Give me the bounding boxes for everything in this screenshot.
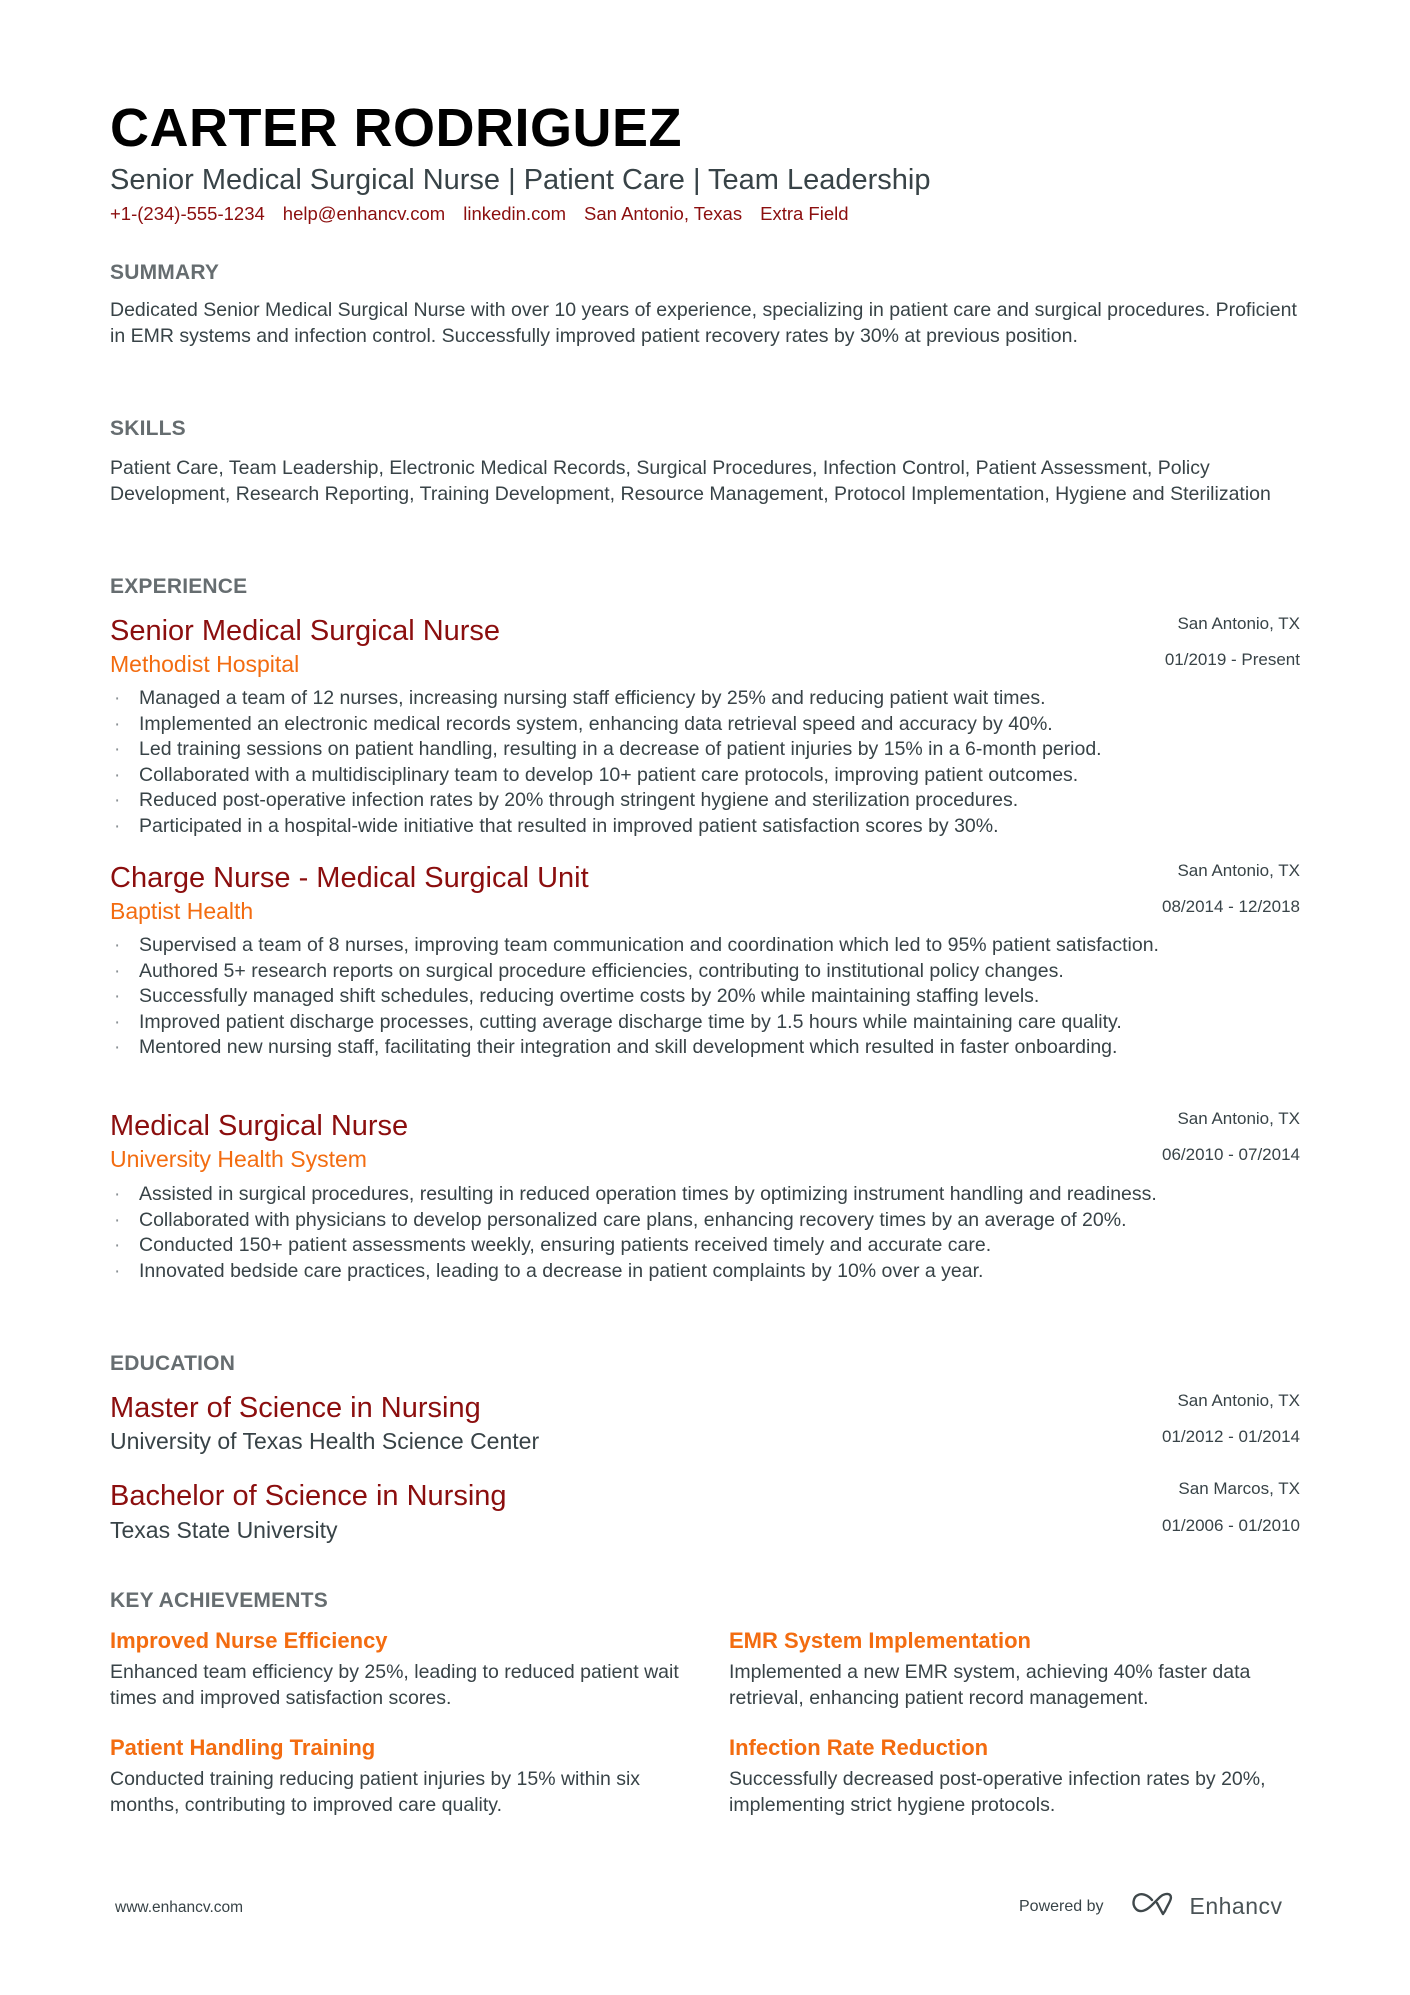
job-company: Baptist Health: [110, 898, 254, 924]
job-bullet: · Reduced post-operative infection rates by 20% through stringent hygiene and sterilization procedures.: [110, 788, 1310, 814]
job-bullet: · Collaborated with physicians to develop personalized care plans, enhancing recovery times by an average of 20%.: [110, 1208, 1310, 1234]
job-bullet: · Collaborated with a multidisciplinary team to develop 10+ patient care protocols, improving patient outcomes.: [110, 763, 1310, 789]
job-title: Senior Medical Surgical Nurse: [110, 615, 501, 647]
job-company: University Health System: [110, 1146, 367, 1172]
candidate-name: CARTER RODRIGUEZ: [110, 98, 682, 158]
achievement-description: Implemented a new EMR system, achieving 40% faster data retrieval, enhancing patient record management.: [729, 1661, 1251, 1709]
job-bullet: · Supervised a team of 8 nurses, improving team communication and coordination which led to 95% patient satisfaction.: [110, 933, 1310, 959]
achievement-title: EMR System Implementation: [729, 1628, 1031, 1653]
enhancv-brand[interactable]: [1130, 1891, 1283, 1922]
achievement-title: Infection Rate Reduction: [729, 1735, 989, 1760]
job-bullet: · Mentored new nursing staff, facilitating their integration and skill development which resulted in faster onboarding.: [110, 1035, 1310, 1061]
powered-by-label: Powered by: [1019, 1897, 1104, 1915]
achievement-item: [729, 1627, 1319, 1711]
footer-website-link[interactable]: www.enhancv.com: [115, 1899, 244, 1916]
contact-email[interactable]: help@enhancv.com: [282, 203, 446, 224]
enhancv-logo-icon: [1130, 1891, 1178, 1922]
education-school: Texas State University: [110, 1517, 338, 1543]
job-location: San Antonio, TX: [1177, 614, 1300, 633]
job-bullet: · Assisted in surgical procedures, resulting in reduced operation times by optimizing instrument handling and readiness.: [110, 1182, 1310, 1208]
achievement-item: [729, 1734, 1319, 1818]
job-bullets: [110, 686, 1310, 840]
section-title-key-achievements: KEY ACHIEVEMENTS: [110, 1589, 328, 1612]
job-bullet: · Implemented an electronic medical records system, enhancing data retrieval speed and accuracy by 40%.: [110, 712, 1310, 738]
education-dates: 01/2006 - 01/2010: [1161, 1516, 1300, 1535]
job-bullet: · Conducted 150+ patient assessments weekly, ensuring patients received timely and accurate care.: [110, 1233, 1310, 1259]
job-bullet: · Authored 5+ research reports on surgical procedure efficiencies, contributing to institutional policy changes.: [110, 959, 1310, 985]
achievement-item: [110, 1627, 700, 1711]
contact-info: [110, 202, 849, 226]
job-company: Methodist Hospital: [110, 651, 300, 677]
job-title: Charge Nurse - Medical Surgical Unit: [110, 862, 589, 894]
achievement-description: Successfully decreased post-operative infection rates by 20%, implementing strict hygiene protocols.: [729, 1768, 1266, 1816]
job-title: Medical Surgical Nurse: [110, 1110, 409, 1142]
section-title-summary: SUMMARY: [110, 261, 220, 284]
contact-extra-field: Extra Field: [760, 203, 849, 224]
job-bullet: · Participated in a hospital-wide initiative that resulted in improved patient satisfaction scores by 30%.: [110, 814, 1310, 840]
job-dates: 08/2014 - 12/2018: [1161, 897, 1300, 916]
education-location: San Marcos, TX: [1178, 1479, 1300, 1498]
footer-powered-by: [1019, 1891, 1283, 1922]
contact-location: San Antonio, Texas: [584, 203, 743, 224]
job-bullet: · Innovated bedside care practices, leading to a decrease in patient complaints by 10% over a year.: [110, 1259, 1310, 1285]
job-bullets: [110, 1182, 1310, 1284]
contact-linkedin[interactable]: linkedin.com: [463, 203, 567, 224]
job-bullets: [110, 933, 1310, 1061]
section-title-skills: SKILLS: [110, 417, 186, 440]
job-bullet: · Managed a team of 12 nurses, increasing nursing staff efficiency by 25% and reducing patient wait times.: [110, 686, 1310, 712]
section-title-experience: EXPERIENCE: [110, 575, 248, 598]
education-school: University of Texas Health Science Center: [110, 1428, 540, 1454]
job-location: San Antonio, TX: [1177, 861, 1300, 880]
job-bullet: · Improved patient discharge processes, cutting average discharge time by 1.5 hours while maintaining care quality.: [110, 1010, 1310, 1036]
achievement-title: Improved Nurse Efficiency: [110, 1628, 388, 1653]
candidate-headline: Senior Medical Surgical Nurse | Patient Care | Team Leadership: [110, 164, 931, 196]
enhancv-brand-name: Enhancv: [1189, 1893, 1283, 1919]
job-location: San Antonio, TX: [1177, 1109, 1300, 1128]
education-degree: Master of Science in Nursing: [110, 1392, 481, 1424]
contact-phone[interactable]: +1-(234)-555-1234: [110, 203, 265, 224]
achievement-title: Patient Handling Training: [110, 1735, 376, 1760]
job-dates: 01/2019 - Present: [1164, 650, 1300, 669]
achievement-description: Enhanced team efficiency by 25%, leading to reduced patient wait times and improved satisfaction scores.: [110, 1661, 679, 1709]
education-degree: Bachelor of Science in Nursing: [110, 1480, 507, 1512]
section-title-education: EDUCATION: [110, 1352, 236, 1375]
job-bullet: · Led training sessions on patient handling, resulting in a decrease of patient injuries by 15% in a 6-month period.: [110, 737, 1310, 763]
skills-text: Patient Care, Team Leadership, Electronic Medical Records, Surgical Procedures, Infection Control, Patient Assessment, Policy Development, Research Reporting, Training Development, Resource Management, Protocol Implementation, Hygiene and Sterilization: [110, 457, 1271, 505]
achievement-description: Conducted training reducing patient injuries by 15% within six months, contributing to improved care quality.: [110, 1768, 641, 1816]
education-location: San Antonio, TX: [1177, 1391, 1300, 1410]
job-bullet: · Successfully managed shift schedules, reducing overtime costs by 20% while maintaining staffing levels.: [110, 984, 1310, 1010]
summary-text: Dedicated Senior Medical Surgical Nurse with over 10 years of experience, specializing in patient care and surgical procedures. Proficient in EMR systems and infection control. Successfully improved patient recovery rates by 30% at previous position.: [110, 299, 1297, 347]
achievement-item: [110, 1734, 700, 1818]
job-dates: 06/2010 - 07/2014: [1161, 1145, 1300, 1164]
education-dates: 01/2012 - 01/2014: [1161, 1427, 1300, 1446]
